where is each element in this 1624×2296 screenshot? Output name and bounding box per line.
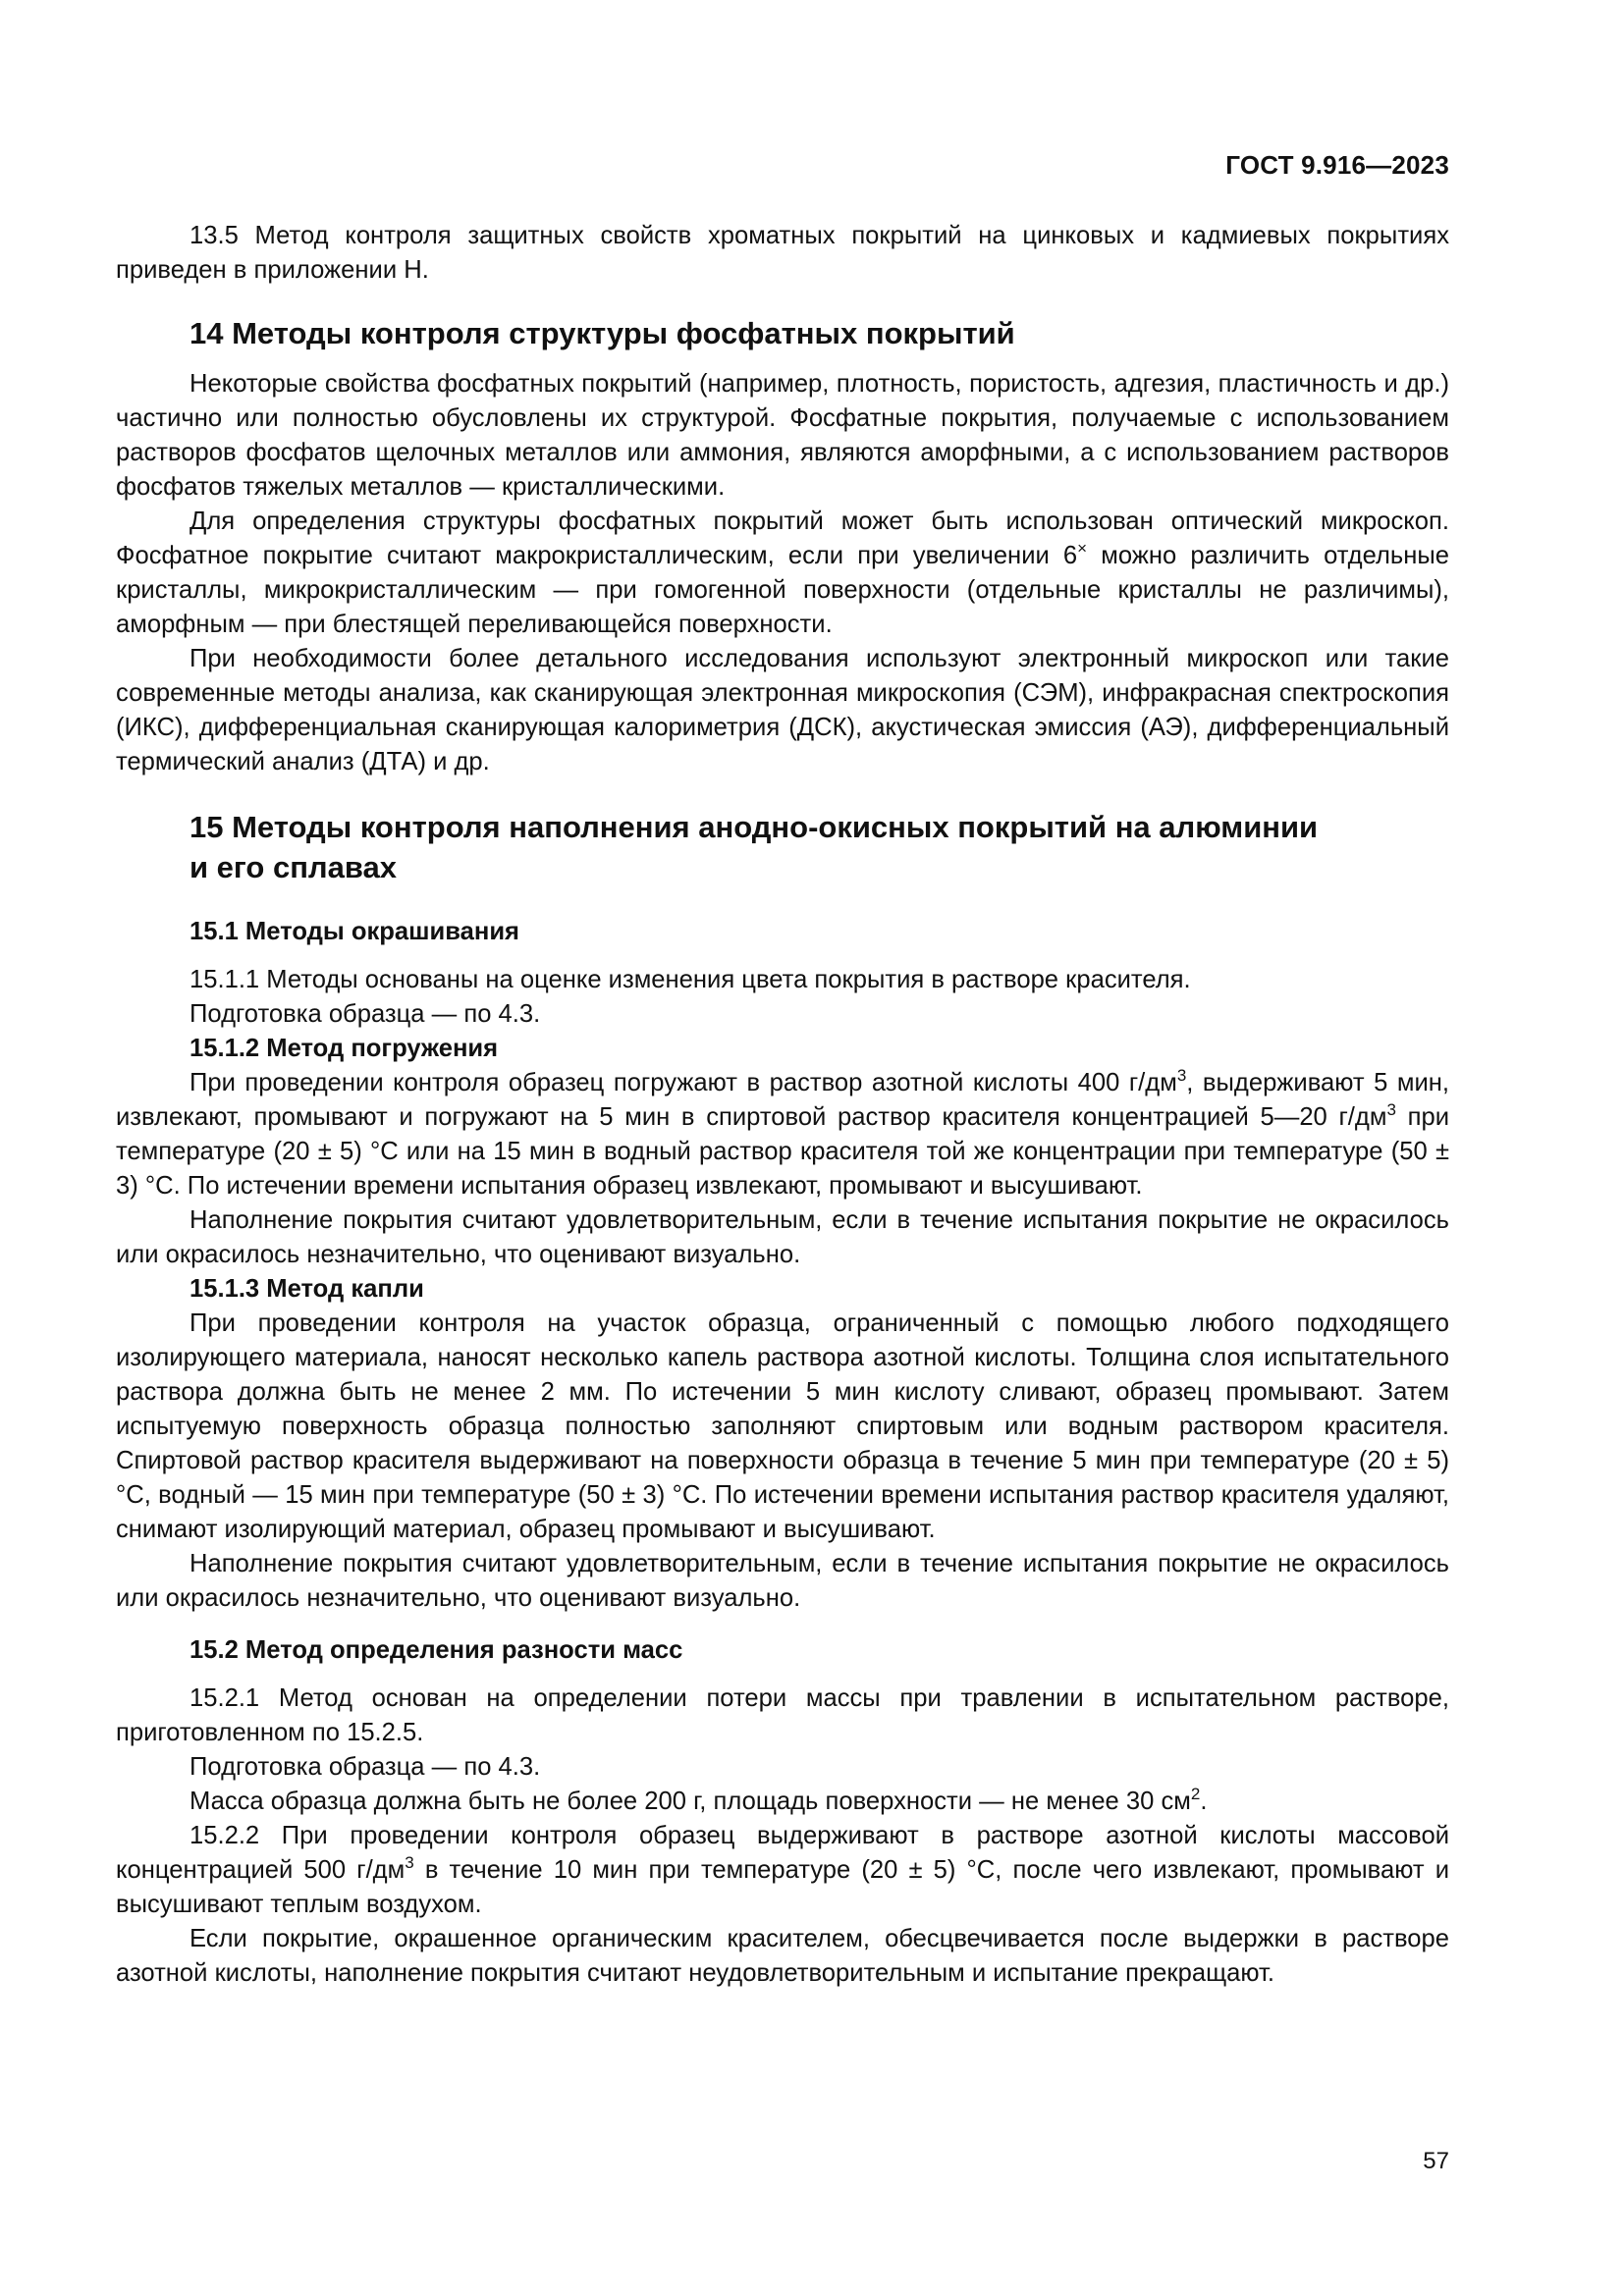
section-15-2-2 [116, 1819, 1449, 1922]
section-15-2-mass [116, 1785, 1449, 1819]
section-15-2-2-text-b: в течение 10 мин при температуре (20 ± 5) °С, после чего извлекают, промывают и высушивают теплым воздухом. [116, 1856, 1450, 1918]
section-15-1-2-text-c: при температуре (20 ± 5) °С или на 15 мин в водный раствор красителя той же концентрации при температуре (50 ± 3) °С. По истечении времени испытания образец извлекают, промывают и высушивают. [116, 1103, 1449, 1200]
section-15-2-2-text-a: 15.2.2 При проведении контроля образец выдерживают в растворе азотной кислоты массовой концентрацией 500 г/дм [116, 1822, 1449, 1884]
document-header-id: ГОСТ 9.916—2023 [1225, 150, 1449, 180]
section-15-1-title: 15.1 Методы окрашивания [189, 918, 519, 945]
section-15-1-3-paragraph: При проведении контроля на участок образца, ограниченный с помощью любого подходящего изолирующего материала, наносят несколько капель раствора азотной кислоты. Толщина слоя испытательного раствора должна быть не менее 2 мм. По истечении 5 мин кислоту сливают, образец промывают. Затем испытуемую поверхность образца полностью заполняют спиртовым или водным раствором красителя. Спиртовой раствор красителя выдерживают на поверхности образца в течение 5 мин при температуре (20 ± 5) °С, водный — 15 мин при температуре (50 ± 3) °С. По истечении времени испытания раствор красителя удаляют, снимают изолирующий материал, образец промывают и высушивают. [116, 1309, 1449, 1543]
section-15-1-2-paragraph [116, 1066, 1449, 1203]
superscript-2: 2 [1190, 1784, 1201, 1803]
superscript-3: 3 [1176, 1065, 1187, 1085]
section-14-paragraph-2 [116, 505, 1449, 642]
section-15-title-line-2: и его сплавах [189, 850, 397, 884]
section-15-1-2-text-b: , выдерживают 5 мин, извлекают, промывают и погружают на 5 мин в спиртовой раствор красителя концентрацией 5—20 г/дм [116, 1069, 1449, 1131]
superscript-3: 3 [1386, 1099, 1396, 1119]
section-15-1-2-text-a: При проведении контроля образец погружают в раствор азотной кислоты 400 г/дм [189, 1069, 1177, 1096]
section-14-paragraph-2-text-b: можно различить отдельные кристаллы, микрокристаллическим — при гомогенной поверхности (отдельные кристаллы не различимы), аморфным — при блестящей переливающейся поверхности. [116, 542, 1449, 638]
section-15-1-3-result: Наполнение покрытия считают удовлетворительным, если в течение испытания покрытие не окрасилось или окрасилось незначительно, что оценивают визуально. [116, 1550, 1449, 1612]
section-15-2-1: 15.2.1 Метод основан на определении потери массы при травлении в испытательном растворе, приготовленном по 15.2.5. [116, 1684, 1449, 1746]
page-content [116, 219, 1449, 1991]
section-14-paragraph-1: Некоторые свойства фосфатных покрытий (например, плотность, пористость, адгезия, пластичность и др.) частично или полностью обусловлены их структурой. Фосфатные покрытия, получаемые с использованием растворов фосфатов щелочных металлов или аммония, являются аморфными, а с использованием растворов фосфатов тяжелых металлов — кристаллическими. [116, 370, 1449, 501]
section-15-title-line-1: 15 Методы контроля наполнения анодно-окисных покрытий на алюминии [189, 810, 1319, 844]
paragraph-13-5: 13.5 Метод контроля защитных свойств хроматных покрытий на цинковых и кадмиевых покрытиях приведен в приложении Н. [116, 222, 1449, 284]
section-15-1-1: 15.1.1 Методы основаны на оценке изменения цвета покрытия в растворе красителя. [189, 966, 1191, 993]
section-14-paragraph-2-text-a: Для определения структуры фосфатных покрытий может быть использован оптический микроскоп. Фосфатное покрытие считают макрокристаллическим, если при увеличении 6 [116, 507, 1449, 569]
page-number: 57 [1423, 2148, 1449, 2174]
superscript-3: 3 [405, 1852, 414, 1872]
section-15-2-mass-text-a: Масса образца должна быть не более 200 г, площадь поверхности — не менее 30 см [189, 1788, 1191, 1815]
section-15-1-2-result: Наполнение покрытия считают удовлетворительным, если в течение испытания покрытие не окрасилось или окрасилось незначительно, что оценивают визуально. [116, 1206, 1449, 1268]
section-15-2-mass-text-b: . [1200, 1788, 1208, 1815]
section-14-paragraph-3: При необходимости более детального исследования используют электронный микроскоп или такие современные методы анализа, как сканирующая электронная микроскопия (СЭМ), инфракрасная спектроскопия (ИКС), дифференциальная сканирующая калориметрия (ДСК), акустическая эмиссия (АЭ), дифференциальный термический анализ (ДТА) и др. [116, 645, 1449, 775]
section-15-2-discolor: Если покрытие, окрашенное органическим красителем, обесцвечивается после выдержки в растворе азотной кислоты, наполнение покрытия считают неудовлетворительным и испытание прекращают. [116, 1925, 1449, 1987]
section-15-1-2-title: 15.1.2 Метод погружения [189, 1035, 499, 1062]
section-15-1-prep: Подготовка образца — по 4.3. [189, 1000, 541, 1028]
section-15-1-3-title: 15.1.3 Метод капли [189, 1275, 424, 1303]
section-15-2-title: 15.2 Метод определения разности масс [189, 1636, 683, 1664]
magnification-superscript: × [1077, 538, 1088, 558]
section-14-title: 14 Методы контроля структуры фосфатных покрытий [189, 316, 1015, 350]
section-15-2-prep: Подготовка образца — по 4.3. [189, 1753, 541, 1781]
